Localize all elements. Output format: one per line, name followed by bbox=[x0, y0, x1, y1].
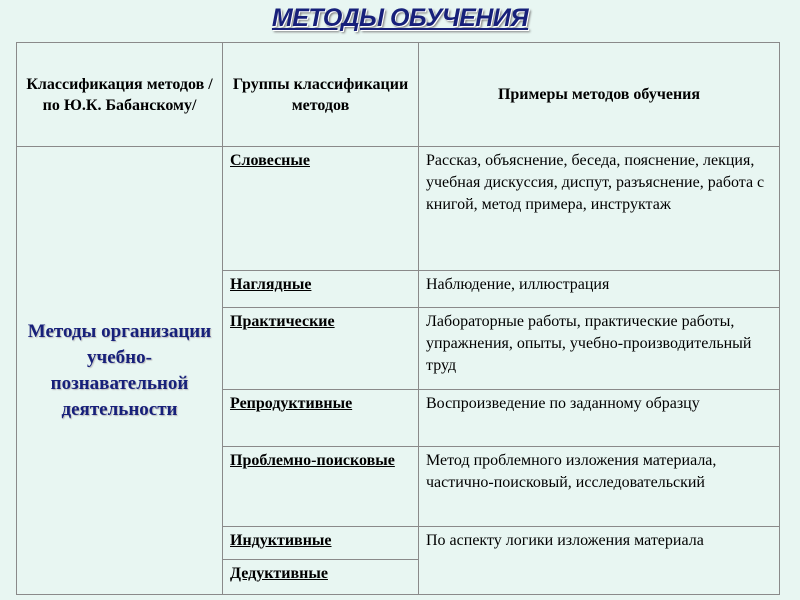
group-cell: Словесные bbox=[223, 147, 419, 271]
group-cell: Практические bbox=[223, 308, 419, 390]
examples-cell: Рассказ, объяснение, беседа, пояснение, лекция, учебная дискуссия, диспут, разъяснение, работа с книгой, метод примера, инструктаж bbox=[419, 147, 780, 271]
examples-cell: По аспекту логики изложения материала bbox=[419, 527, 780, 595]
examples-cell: Воспроизведение по заданному образцу bbox=[419, 390, 780, 447]
header-examples: Примеры методов обучения bbox=[419, 43, 780, 147]
group-cell: Индуктивные bbox=[223, 527, 419, 560]
table-row bbox=[17, 147, 780, 271]
group-cell: Репродуктивные bbox=[223, 390, 419, 447]
slide-title: МЕТОДЫ ОБУЧЕНИЯ bbox=[271, 4, 529, 32]
examples-cell: Лабораторные работы, практические работы, упражнения, опыты, учебно-производительный труд bbox=[419, 308, 780, 390]
header-classification: Классификация методов /по Ю.К. Бабанскому/ bbox=[17, 43, 223, 147]
header-groups: Группы классификации методов bbox=[223, 43, 419, 147]
examples-cell: Наблюдение, иллюстрация bbox=[419, 271, 780, 308]
methods-table bbox=[16, 42, 780, 595]
group-cell: Проблемно-поисковые bbox=[223, 447, 419, 527]
examples-cell: Метод проблемного изложения материала, частично-поисковый, исследовательский bbox=[419, 447, 780, 527]
group-cell: Дедуктивные bbox=[223, 560, 419, 595]
table-header-row bbox=[17, 43, 780, 147]
group-cell: Наглядные bbox=[223, 271, 419, 308]
classification-cell: Методы организации учебно-познавательной деятельности bbox=[17, 147, 223, 595]
